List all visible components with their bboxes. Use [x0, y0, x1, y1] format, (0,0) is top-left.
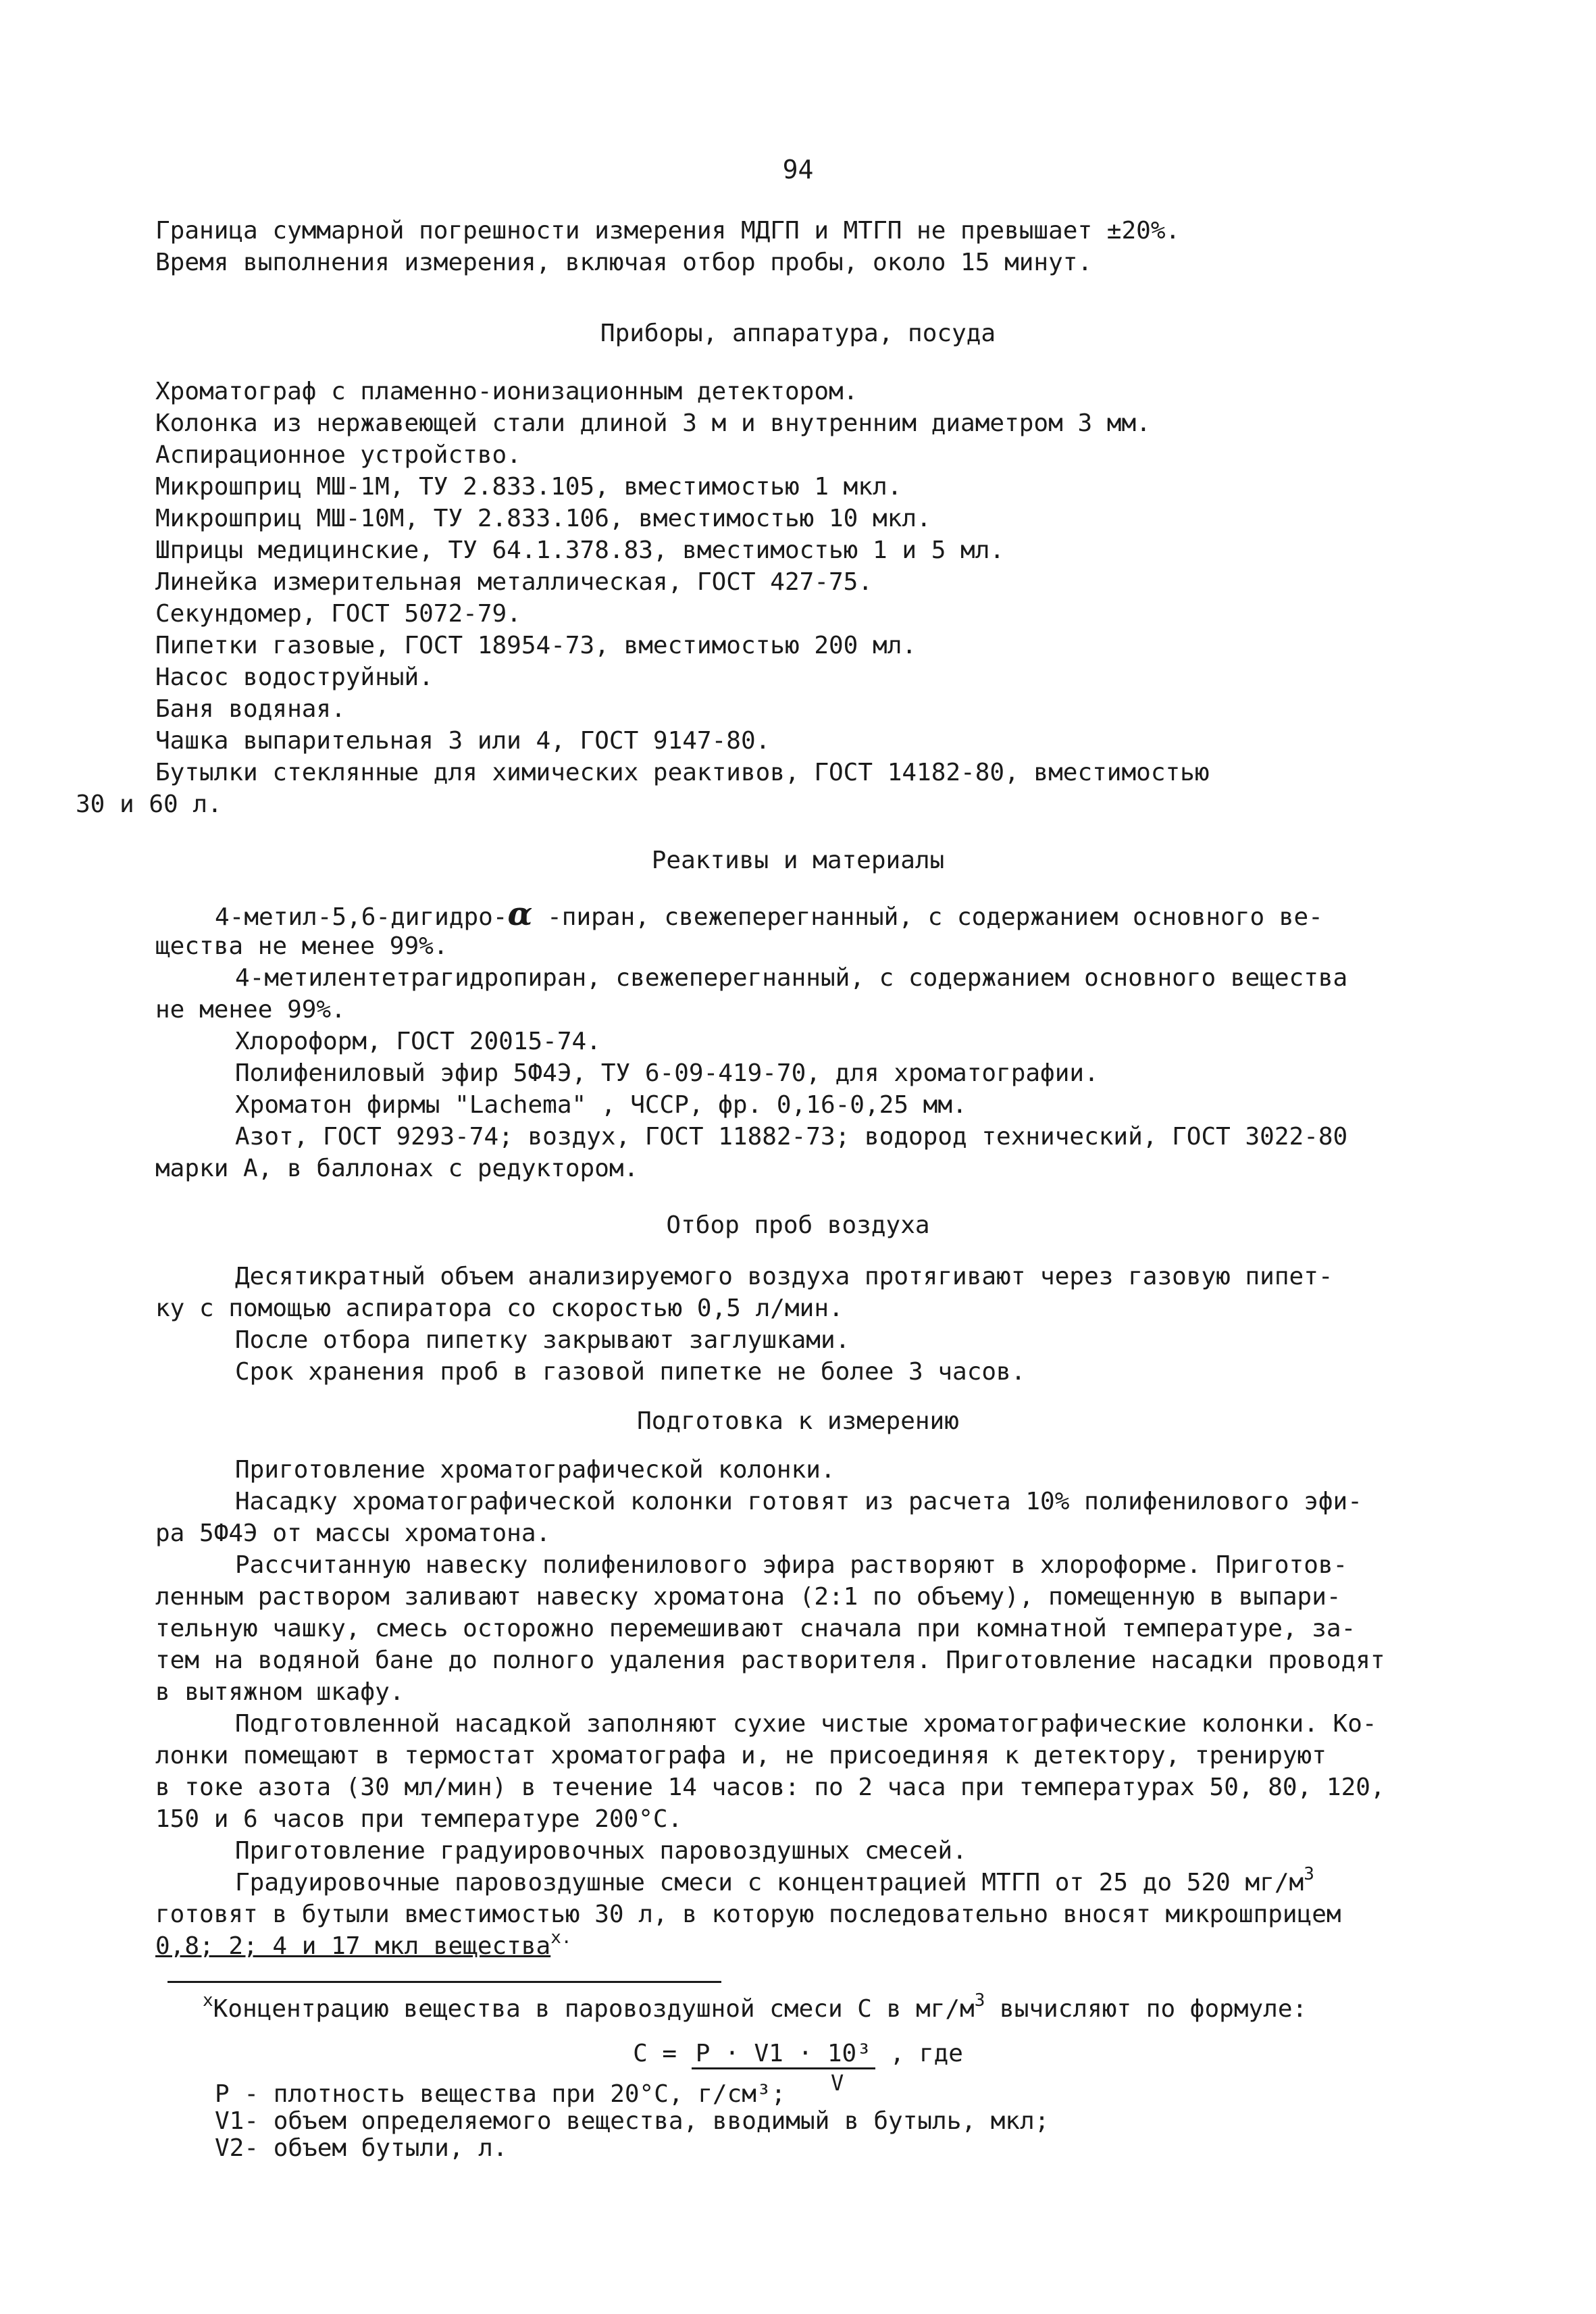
intro-block — [155, 215, 1472, 278]
list-item: Чашка выпарительная 3 или 4, ГОСТ 9147-80. — [155, 727, 771, 755]
section-heading-equipment: Приборы, аппаратура, посуда — [600, 320, 996, 347]
intro-line: Граница суммарной погрешности измерения МДГП и МТГП не превышает ±20%. — [155, 217, 1181, 245]
footnote-rule — [168, 1981, 721, 1983]
paragraph-line: 150 и 6 часов при температуре 200°С. — [155, 1805, 683, 1833]
list-item: Баня водяная. — [155, 695, 346, 723]
footnote-marker: x. — [550, 1928, 572, 1948]
list-item: Линейка измерительная металлическая, ГОСТ 427-75. — [155, 568, 873, 596]
footnote-text: Концентрацию вещества в паровоздушной смеси С в мг/м — [213, 1995, 975, 2023]
paragraph-line: в вытяжном шкафу. — [155, 1678, 405, 1706]
list-item: не менее 99%. — [155, 996, 346, 1024]
section-heading-sampling: Отбор проб воздуха — [666, 1211, 930, 1239]
paragraph-line: ра 5Ф4Э от массы хроматона. — [155, 1519, 551, 1547]
footnote-variables — [215, 2081, 1532, 2162]
paragraph-line: Десятикратный объем анализируемого воздуха протягивают через газовую пипет- — [235, 1263, 1333, 1290]
section-heading-reagents: Реактивы и материалы — [651, 847, 945, 874]
paragraph-line — [155, 1930, 1472, 1962]
list-item: щества не менее 99%. — [155, 932, 448, 960]
footnote-mark: x — [203, 1990, 213, 2011]
alpha-symbol: α — [507, 895, 533, 933]
footnote — [203, 1990, 1520, 2025]
list-item: Хроматограф с пламенно-ионизационным детектором. — [155, 378, 858, 405]
superscript: 3 — [1304, 1864, 1314, 1884]
list-item: 4-метилентетрагидропиран, свежеперегнанный, с содержанием основного вещества — [235, 964, 1348, 992]
list-item-continuation: 30 и 60 л. — [76, 790, 222, 818]
equipment-list — [76, 376, 1472, 820]
list-item: Шприцы медицинские, ТУ 64.1.378.83, вместимостью 1 и 5 мл. — [155, 536, 1005, 564]
reagent-name-part: 4-метил-5,6-дигидро- — [215, 903, 508, 931]
paragraph-line: Подготовленной насадкой заполняют сухие чистые хроматографические колонки. Ко- — [235, 1710, 1377, 1738]
list-item: Секундомер, ГОСТ 5072-79. — [155, 600, 521, 628]
sampling-text — [155, 1261, 1472, 1388]
formula-tail: , где — [875, 2040, 963, 2067]
list-item: марки А, в баллонах с редуктором. — [155, 1155, 639, 1182]
paragraph-line: Приготовление хроматографической колонки. — [235, 1456, 835, 1484]
list-item: Хлороформ, ГОСТ 20015-74. — [235, 1028, 601, 1055]
paragraph-line: Срок хранения проб в газовой пипетке не более 3 часов. — [235, 1358, 1026, 1386]
superscript: 3 — [974, 1990, 985, 2011]
paragraph-line: После отбора пипетку закрывают заглушками. — [235, 1326, 850, 1354]
preparation-text — [155, 1454, 1472, 1962]
list-item: Полифениловый эфир 5Ф4Э, ТУ 6-09-419-70, для хроматографии. — [235, 1059, 1099, 1087]
paragraph-line: лонки помещают в термостат хроматографа и, не присоединяя к детектору, тренируют — [155, 1742, 1327, 1769]
formula — [0, 2038, 1596, 2069]
paragraph-line: готовят в бутыли вместимостью 30 л, в которую последовательно вносят микрошприцем — [155, 1901, 1341, 1928]
formula-numerator: Р · V1 · 10³ — [692, 2040, 875, 2069]
list-item: Пипетки газовые, ГОСТ 18954-73, вместимостью 200 мл. — [155, 632, 917, 659]
formula-denominator: V — [831, 2070, 844, 2096]
intro-line: Время выполнения измерения, включая отбор пробы, около 15 минут. — [155, 249, 1093, 276]
variable-definition: V2- объем бутыли, л. — [215, 2134, 508, 2162]
variable-definition: V1- объем определяемого вещества, вводимый в бутыль, мкл; — [215, 2107, 1050, 2135]
list-item: Насос водоструйный. — [155, 663, 434, 691]
paragraph-text: 0,8; 2; 4 и 17 мкл вещества — [155, 1932, 551, 1960]
paragraph-text: Градуировочные паровоздушные смеси с концентрацией МТГП от 25 до 520 мг/м — [235, 1869, 1304, 1896]
paragraph-line: ку с помощью аспиратора со скоростью 0,5 л/мин. — [155, 1294, 844, 1322]
paragraph-line: тем на водяной бане до полного удаления растворителя. Приготовление насадки проводят — [155, 1646, 1385, 1674]
paragraph-line: Приготовление градуировочных паровоздушных смесей. — [235, 1837, 967, 1865]
paragraph-line: тельную чашку, смесь осторожно перемешивают сначала при комнатной температуре, за- — [155, 1615, 1356, 1642]
list-item: Бутылки стеклянные для химических реактивов, ГОСТ 14182-80, вместимостью — [155, 759, 1210, 786]
paragraph-line: в токе азота (30 мл/мин) в течение 14 часов: по 2 часа при температурах 50, 80, 120, — [155, 1774, 1385, 1801]
list-item: Азот, ГОСТ 9293-74; воздух, ГОСТ 11882-73; водород технический, ГОСТ 3022-80 — [235, 1123, 1348, 1151]
page-number: 94 — [782, 155, 814, 184]
formula-lhs: С = — [633, 2040, 692, 2067]
section-heading-preparation: Подготовка к измерению — [637, 1407, 959, 1435]
footnote-line — [203, 1990, 1520, 2025]
paragraph-line — [155, 1864, 1472, 1898]
variable-definition: Р - плотность вещества при 20°С, г/см³; — [215, 2080, 786, 2108]
footnote-text: вычисляют по формуле: — [985, 1995, 1308, 2023]
reagent-name-part: -пиран, свежеперегнанный, с содержанием основного ве- — [532, 903, 1323, 931]
paragraph-line: Насадку хроматографической колонки готовят из расчета 10% полифенилового эфи- — [235, 1488, 1362, 1515]
list-item: Микрошприц МШ-10М, ТУ 2.833.106, вместимостью 10 мкл. — [155, 505, 931, 532]
list-item: Колонка из нержавеющей стали длиной 3 м и внутренним диаметром 3 мм. — [155, 409, 1151, 437]
reagents-list — [155, 930, 1472, 1184]
list-item: Хроматон фирмы "Lachema" , ЧССР, фр. 0,16-0,25 мм. — [235, 1091, 967, 1119]
reagents-first-line — [215, 895, 1532, 933]
paragraph-line: ленным раствором заливают навеску хроматона (2:1 по объему), помещенную в выпари- — [155, 1583, 1341, 1611]
list-item: Микрошприц МШ-1М, ТУ 2.833.105, вместимостью 1 мкл. — [155, 473, 902, 501]
paragraph-line: Рассчитанную навеску полифенилового эфира растворяют в хлороформе. Приготов- — [235, 1551, 1348, 1579]
list-item: Аспирационное устройство. — [155, 441, 521, 469]
